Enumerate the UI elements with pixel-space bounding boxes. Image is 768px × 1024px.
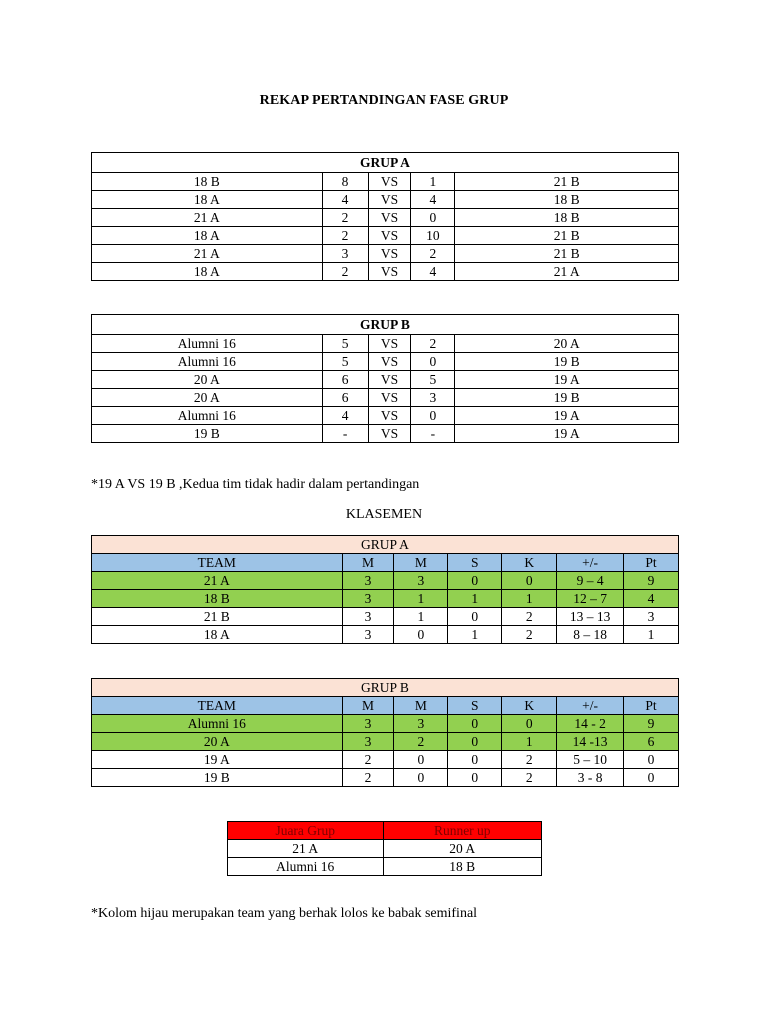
champion-cell: 21 A xyxy=(228,840,384,858)
won-cell: 3 xyxy=(394,715,448,733)
home-team: 19 B xyxy=(92,425,323,443)
won-cell: 0 xyxy=(394,751,448,769)
goal-diff-cell: 14 -13 xyxy=(557,733,624,751)
points-cell: 0 xyxy=(624,751,679,769)
away-score: 1 xyxy=(411,173,455,191)
page-title: REKAP PERTANDINGAN FASE GRUP xyxy=(259,93,509,108)
column-header-cell: Pt xyxy=(624,697,679,715)
standings-b-title: GRUP B xyxy=(92,679,679,697)
standings-b-column-header xyxy=(92,697,679,715)
column-header-cell: M xyxy=(342,554,394,572)
team-cell: 19 A xyxy=(92,751,343,769)
home-score: 8 xyxy=(322,173,368,191)
absent-note: *19 A VS 19 B ,Kedua tim tidak hadir dalam pertandingan xyxy=(91,477,420,492)
group-a-title: GRUP A xyxy=(92,153,679,173)
won-cell: 0 xyxy=(394,769,448,787)
won-cell: 3 xyxy=(394,572,448,590)
group-a-match-row xyxy=(92,263,679,281)
standings-a-title: GRUP A xyxy=(92,536,679,554)
column-header-cell: S xyxy=(448,697,502,715)
standings-a-table xyxy=(91,535,679,644)
won-cell: 1 xyxy=(394,590,448,608)
draw-cell: 0 xyxy=(448,715,502,733)
standings-row xyxy=(92,590,679,608)
group-a-match-rows xyxy=(92,173,679,281)
standings-b-group-row xyxy=(92,679,679,697)
column-header-cell: Pt xyxy=(624,554,679,572)
away-team: 21 B xyxy=(455,245,679,263)
away-team: 18 B xyxy=(455,209,679,227)
home-score: 4 xyxy=(322,407,368,425)
winners-col-runner-up: Runner up xyxy=(383,822,542,840)
home-score: 5 xyxy=(322,335,368,353)
winners-table xyxy=(227,821,542,876)
away-team: 19 A xyxy=(455,425,679,443)
group-a-match-row xyxy=(92,209,679,227)
standings-row xyxy=(92,733,679,751)
home-score: 3 xyxy=(322,245,368,263)
standings-row xyxy=(92,608,679,626)
standings-row xyxy=(92,626,679,644)
points-cell: 0 xyxy=(624,769,679,787)
vs-label: VS xyxy=(368,173,411,191)
home-team: Alumni 16 xyxy=(92,353,323,371)
away-score: 0 xyxy=(411,353,455,371)
lost-cell: 2 xyxy=(502,769,557,787)
draw-cell: 1 xyxy=(448,590,502,608)
winners-row xyxy=(228,858,542,876)
team-cell: 18 B xyxy=(92,590,343,608)
standings-a-group-row xyxy=(92,536,679,554)
away-score: 4 xyxy=(411,191,455,209)
green-note: *Kolom hijau merupakan team yang berhak lolos ke babak semifinal xyxy=(91,906,478,921)
draw-cell: 0 xyxy=(448,572,502,590)
winners-col-champion: Juara Grup xyxy=(228,822,384,840)
column-header-cell: TEAM xyxy=(92,697,343,715)
played-cell: 2 xyxy=(342,769,394,787)
group-b-match-row xyxy=(92,353,679,371)
team-cell: Alumni 16 xyxy=(92,715,343,733)
group-a-header-row xyxy=(92,153,679,173)
home-team: 18 A xyxy=(92,263,323,281)
standings-row xyxy=(92,751,679,769)
points-cell: 4 xyxy=(624,590,679,608)
group-b-header-row xyxy=(92,315,679,335)
away-team: 18 B xyxy=(455,191,679,209)
lost-cell: 2 xyxy=(502,626,557,644)
home-score: 6 xyxy=(322,371,368,389)
away-team: 21 B xyxy=(455,227,679,245)
lost-cell: 0 xyxy=(502,572,557,590)
group-a-match-row xyxy=(92,227,679,245)
away-score: - xyxy=(411,425,455,443)
played-cell: 3 xyxy=(342,626,394,644)
home-team: 20 A xyxy=(92,371,323,389)
home-score: 2 xyxy=(322,227,368,245)
draw-cell: 0 xyxy=(448,769,502,787)
vs-label: VS xyxy=(368,191,411,209)
vs-label: VS xyxy=(368,425,411,443)
home-score: 5 xyxy=(322,353,368,371)
vs-label: VS xyxy=(368,335,411,353)
goal-diff-cell: 3 - 8 xyxy=(557,769,624,787)
team-cell: 18 A xyxy=(92,626,343,644)
points-cell: 6 xyxy=(624,733,679,751)
lost-cell: 2 xyxy=(502,751,557,769)
vs-label: VS xyxy=(368,371,411,389)
vs-label: VS xyxy=(368,209,411,227)
standings-a-rows xyxy=(92,572,679,644)
played-cell: 3 xyxy=(342,572,394,590)
draw-cell: 0 xyxy=(448,733,502,751)
away-score: 0 xyxy=(411,209,455,227)
group-b-match-row xyxy=(92,425,679,443)
home-score: 2 xyxy=(322,263,368,281)
column-header-cell: +/- xyxy=(557,697,624,715)
runner-up-cell: 20 A xyxy=(383,840,542,858)
group-a-match-row xyxy=(92,191,679,209)
home-team: 21 A xyxy=(92,209,323,227)
lost-cell: 1 xyxy=(502,733,557,751)
home-team: 20 A xyxy=(92,389,323,407)
vs-label: VS xyxy=(368,263,411,281)
team-cell: 20 A xyxy=(92,733,343,751)
standings-row xyxy=(92,715,679,733)
group-a-match-row xyxy=(92,245,679,263)
played-cell: 3 xyxy=(342,715,394,733)
home-team: 18 A xyxy=(92,191,323,209)
points-cell: 9 xyxy=(624,572,679,590)
points-cell: 3 xyxy=(624,608,679,626)
group-b-match-rows xyxy=(92,335,679,443)
lost-cell: 2 xyxy=(502,608,557,626)
home-score: - xyxy=(322,425,368,443)
away-team: 19 A xyxy=(455,371,679,389)
points-cell: 1 xyxy=(624,626,679,644)
team-cell: 21 A xyxy=(92,572,343,590)
vs-label: VS xyxy=(368,245,411,263)
played-cell: 3 xyxy=(342,608,394,626)
away-score: 4 xyxy=(411,263,455,281)
group-b-matches-table xyxy=(91,314,679,443)
column-header-cell: TEAM xyxy=(92,554,343,572)
goal-diff-cell: 14 - 2 xyxy=(557,715,624,733)
column-header-cell: M xyxy=(394,697,448,715)
away-score: 0 xyxy=(411,407,455,425)
goal-diff-cell: 13 – 13 xyxy=(557,608,624,626)
draw-cell: 0 xyxy=(448,751,502,769)
played-cell: 3 xyxy=(342,590,394,608)
home-score: 4 xyxy=(322,191,368,209)
lost-cell: 1 xyxy=(502,590,557,608)
draw-cell: 0 xyxy=(448,608,502,626)
points-cell: 9 xyxy=(624,715,679,733)
runner-up-cell: 18 B xyxy=(383,858,542,876)
group-a-match-row xyxy=(92,173,679,191)
home-team: 21 A xyxy=(92,245,323,263)
standings-row xyxy=(92,572,679,590)
away-team: 20 A xyxy=(455,335,679,353)
lost-cell: 0 xyxy=(502,715,557,733)
column-header-cell: M xyxy=(342,697,394,715)
away-team: 21 B xyxy=(455,173,679,191)
home-score: 2 xyxy=(322,209,368,227)
champion-cell: Alumni 16 xyxy=(228,858,384,876)
group-b-match-row xyxy=(92,335,679,353)
played-cell: 2 xyxy=(342,751,394,769)
standings-b-table xyxy=(91,678,679,787)
winners-header-row xyxy=(228,822,542,840)
vs-label: VS xyxy=(368,389,411,407)
home-team: Alumni 16 xyxy=(92,407,323,425)
column-header-cell: +/- xyxy=(557,554,624,572)
away-score: 3 xyxy=(411,389,455,407)
away-score: 2 xyxy=(411,335,455,353)
vs-label: VS xyxy=(368,353,411,371)
winners-row xyxy=(228,840,542,858)
group-b-match-row xyxy=(92,389,679,407)
group-b-title: GRUP B xyxy=(92,315,679,335)
column-header-cell: S xyxy=(448,554,502,572)
goal-diff-cell: 12 – 7 xyxy=(557,590,624,608)
goal-diff-cell: 5 – 10 xyxy=(557,751,624,769)
home-score: 6 xyxy=(322,389,368,407)
vs-label: VS xyxy=(368,407,411,425)
won-cell: 2 xyxy=(394,733,448,751)
home-team: 18 A xyxy=(92,227,323,245)
won-cell: 0 xyxy=(394,626,448,644)
group-b-match-row xyxy=(92,371,679,389)
team-cell: 21 B xyxy=(92,608,343,626)
winners-rows xyxy=(228,840,542,876)
away-score: 2 xyxy=(411,245,455,263)
goal-diff-cell: 9 – 4 xyxy=(557,572,624,590)
played-cell: 3 xyxy=(342,733,394,751)
draw-cell: 1 xyxy=(448,626,502,644)
away-team: 19 B xyxy=(455,353,679,371)
group-b-match-row xyxy=(92,407,679,425)
away-team: 21 A xyxy=(455,263,679,281)
goal-diff-cell: 8 – 18 xyxy=(557,626,624,644)
column-header-cell: K xyxy=(502,554,557,572)
away-team: 19 A xyxy=(455,407,679,425)
won-cell: 1 xyxy=(394,608,448,626)
standings-a-column-header xyxy=(92,554,679,572)
group-a-matches-table xyxy=(91,152,679,281)
column-header-cell: M xyxy=(394,554,448,572)
vs-label: VS xyxy=(368,227,411,245)
home-team: 18 B xyxy=(92,173,323,191)
home-team: Alumni 16 xyxy=(92,335,323,353)
team-cell: 19 B xyxy=(92,769,343,787)
standings-row xyxy=(92,769,679,787)
standings-title: KLASEMEN xyxy=(345,507,423,522)
column-header-cell: K xyxy=(502,697,557,715)
away-team: 19 B xyxy=(455,389,679,407)
away-score: 5 xyxy=(411,371,455,389)
away-score: 10 xyxy=(411,227,455,245)
standings-b-rows xyxy=(92,715,679,787)
